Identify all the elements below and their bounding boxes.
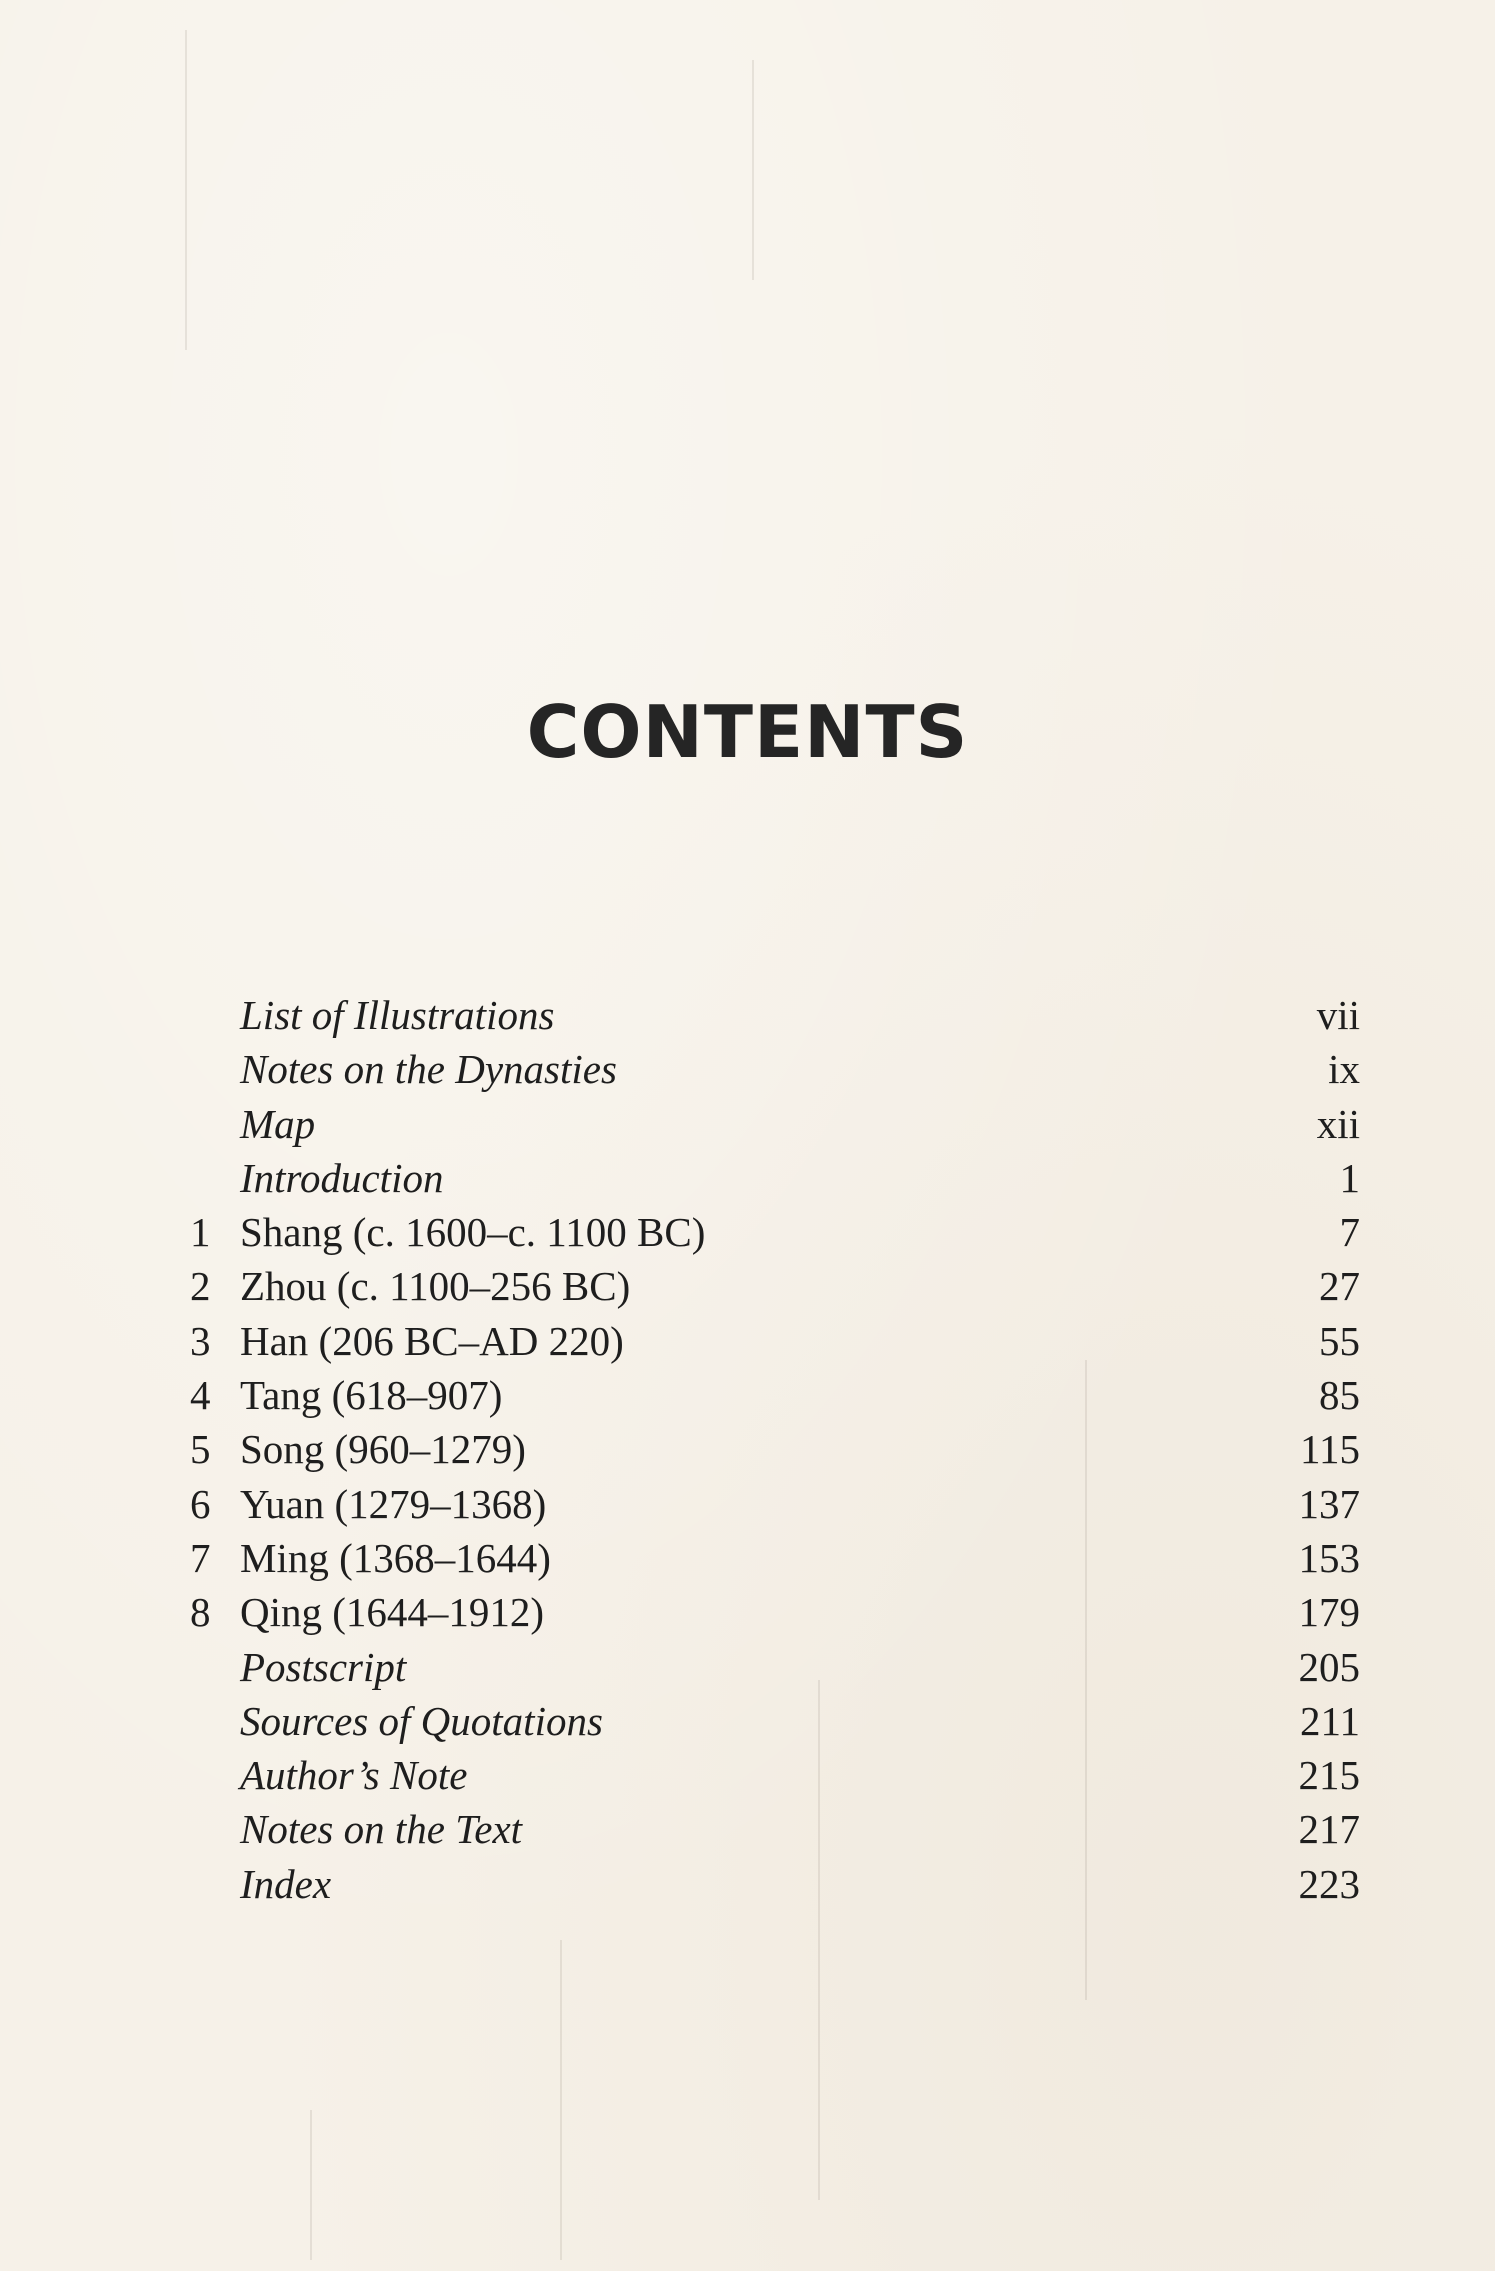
entry-title: Shang (c. 1600–c. 1100 BC) (240, 1209, 706, 1256)
entry-title: Tang (618–907) (240, 1372, 503, 1419)
entry-title: Qing (1644–1912) (240, 1589, 545, 1636)
paper-crease (752, 60, 754, 280)
entry-title: Notes on the Text (240, 1806, 523, 1853)
table-of-contents (190, 988, 1360, 1911)
entry-title: Ming (1368–1644) (240, 1534, 551, 1581)
paper-crease (310, 2110, 312, 2260)
page-number: 7 (1339, 1209, 1360, 1256)
chapter-number: 2 (190, 1263, 211, 1310)
entry-title: Yuan (1279–1368) (240, 1480, 547, 1527)
toc-entry[interactable] (190, 1368, 1360, 1422)
entry-title: Sources of Quotations (240, 1697, 603, 1744)
toc-entry[interactable] (190, 1042, 1360, 1096)
page-number: 211 (1300, 1697, 1360, 1744)
toc-entry[interactable] (190, 1802, 1360, 1856)
toc-entry[interactable] (190, 1259, 1360, 1313)
paper-crease (185, 30, 187, 350)
entry-title: Map (240, 1100, 316, 1147)
toc-entry[interactable] (190, 1748, 1360, 1802)
chapter-number: 7 (190, 1534, 211, 1581)
toc-entry[interactable] (190, 1097, 1360, 1151)
page-number: ix (1328, 1046, 1360, 1093)
entry-title: Notes on the Dynasties (240, 1046, 617, 1093)
page-number: 55 (1319, 1317, 1360, 1364)
toc-entry[interactable] (190, 1422, 1360, 1476)
toc-entry[interactable] (190, 1477, 1360, 1531)
page-number: 217 (1298, 1806, 1360, 1853)
chapter-number: 6 (190, 1480, 211, 1527)
chapter-number: 3 (190, 1317, 211, 1364)
toc-entry[interactable] (190, 988, 1360, 1042)
toc-entry[interactable] (190, 1585, 1360, 1639)
page-number: xii (1316, 1100, 1360, 1147)
chapter-number: 8 (190, 1589, 211, 1636)
page-number: 179 (1298, 1589, 1360, 1636)
page-number: 115 (1300, 1426, 1360, 1473)
page-number: 27 (1319, 1263, 1360, 1310)
page-number: vii (1316, 992, 1360, 1038)
page-number: 205 (1298, 1643, 1360, 1690)
entry-title: Introduction (240, 1154, 444, 1201)
toc-entry[interactable] (190, 1640, 1360, 1694)
entry-title: Han (206 BC–AD 220) (240, 1317, 624, 1364)
toc-entry[interactable] (190, 1314, 1360, 1368)
entry-title: Index (240, 1860, 332, 1907)
entry-title: Author’s Note (240, 1752, 468, 1799)
paper-crease (560, 1940, 562, 2260)
entry-title: List of Illustrations (240, 992, 555, 1038)
page-number: 85 (1319, 1372, 1360, 1419)
toc-entry[interactable] (190, 1694, 1360, 1748)
page-number: 223 (1298, 1860, 1360, 1907)
toc-entry[interactable] (190, 1531, 1360, 1585)
toc-entry[interactable] (190, 1857, 1360, 1911)
chapter-number: 1 (190, 1209, 211, 1256)
entry-title: Postscript (240, 1643, 407, 1690)
toc-entry[interactable] (190, 1205, 1360, 1259)
chapter-number: 5 (190, 1426, 211, 1473)
page-number: 215 (1298, 1752, 1360, 1799)
page-title: CONTENTS (526, 690, 969, 774)
entry-title: Zhou (c. 1100–256 BC) (240, 1263, 631, 1310)
page-number: 153 (1298, 1534, 1360, 1581)
toc-entry[interactable] (190, 1151, 1360, 1205)
page-number: 137 (1298, 1480, 1360, 1527)
chapter-number: 4 (190, 1372, 211, 1419)
entry-title: Song (960–1279) (240, 1426, 526, 1473)
page-number: 1 (1339, 1154, 1360, 1201)
